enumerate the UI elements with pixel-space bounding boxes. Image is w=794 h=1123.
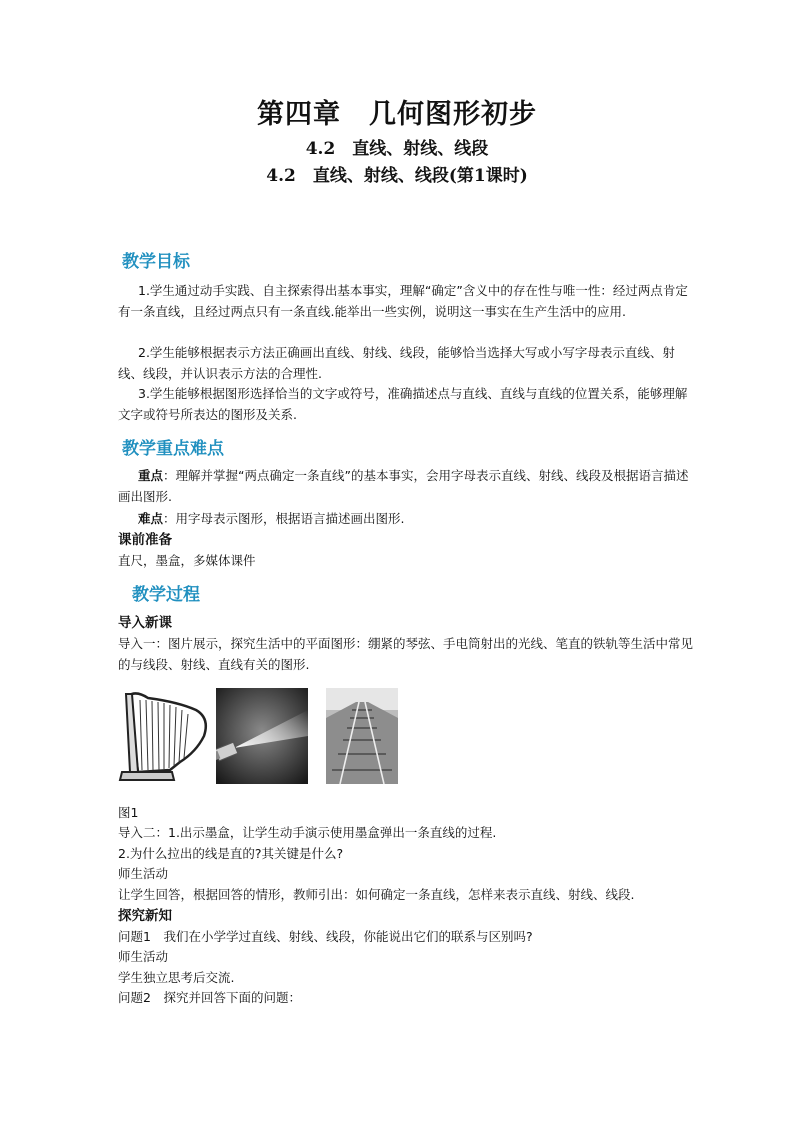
focus-label: 重点 bbox=[138, 468, 164, 483]
prep-heading: 课前准备 bbox=[118, 532, 172, 548]
question-1: 问题1 我们在小学学过直线、射线、线段，你能说出它们的联系与区别吗? bbox=[118, 929, 533, 944]
harp-icon bbox=[118, 688, 210, 784]
intro-heading: 导入新课 bbox=[118, 615, 172, 631]
intro-one: 导入一：图片展示，探究生活中的平面图形：绷紧的琴弦、手电筒射出的光线、笔直的铁轨等生活中常见的与线段、射线、直线有关的图形. bbox=[118, 636, 694, 672]
objectives-heading: 教学目标 bbox=[122, 252, 190, 272]
objective-2: 2.学生能够根据表示方法正确画出直线、射线、线段，能够恰当选择大写或小写字母表示直线、射线、线段，并认识表示方法的合理性. bbox=[118, 345, 675, 381]
difficulty-paragraph bbox=[118, 509, 693, 530]
keypoints-heading: 教学重点难点 bbox=[122, 439, 224, 459]
section-title: 4.2 直线、射线、线段 bbox=[305, 139, 489, 159]
flashlight-beam-image bbox=[216, 688, 308, 784]
objective-3: 3.学生能够根据图形选择恰当的文字或符号，准确描述点与直线、直线与直线的位置关系，能够理解文字或符号所表达的图形及关系. bbox=[118, 386, 688, 422]
activity-label-1: 师生活动 bbox=[118, 866, 169, 881]
difficulty-text: ：用字母表示图形，根据语言描述画出图形. bbox=[163, 511, 405, 526]
activity-text-1: 让学生回答，根据回答的情形，教师引出：如何确定一条直线，怎样来表示直线、射线、线段. bbox=[118, 887, 635, 902]
question-2: 问题2 探究并回答下面的问题： bbox=[118, 990, 301, 1005]
difficulty-label: 难点 bbox=[138, 511, 164, 526]
lesson-title: 4.2 直线、射线、线段(第1课时) bbox=[266, 166, 528, 186]
prep-text: 直尺，墨盒，多媒体课件 bbox=[118, 553, 256, 568]
focus-text: ：理解并掌握“两点确定一条直线”的基本事实，会用字母表示直线、射线、线段及根据语言描述画出图形. bbox=[118, 468, 689, 504]
railway-track-image bbox=[326, 688, 398, 784]
intro-two-line-2: 2.为什么拉出的线是直的?其关键是什么? bbox=[118, 846, 344, 861]
figure-row bbox=[118, 688, 408, 784]
intro-two-line-1: 导入二：1.出示墨盒，让学生动手演示使用墨盒弹出一条直线的过程. bbox=[118, 825, 497, 840]
chapter-title: 第四章 几何图形初步 bbox=[257, 99, 537, 130]
activity-text-2: 学生独立思考后交流. bbox=[118, 970, 235, 985]
explore-heading: 探究新知 bbox=[118, 908, 172, 924]
figure-caption: 图1 bbox=[118, 805, 139, 820]
activity-label-2: 师生活动 bbox=[118, 949, 169, 964]
process-heading: 教学过程 bbox=[132, 585, 200, 605]
objective-1: 1.学生通过动手实践、自主探索得出基本事实，理解“确定”含义中的存在性与唯一性：经过两点肯定有一条直线，且经过两点只有一条直线.能举出一些实例，说明这一事实在生产生活中的应用. bbox=[118, 283, 688, 319]
focus-paragraph bbox=[118, 466, 693, 507]
